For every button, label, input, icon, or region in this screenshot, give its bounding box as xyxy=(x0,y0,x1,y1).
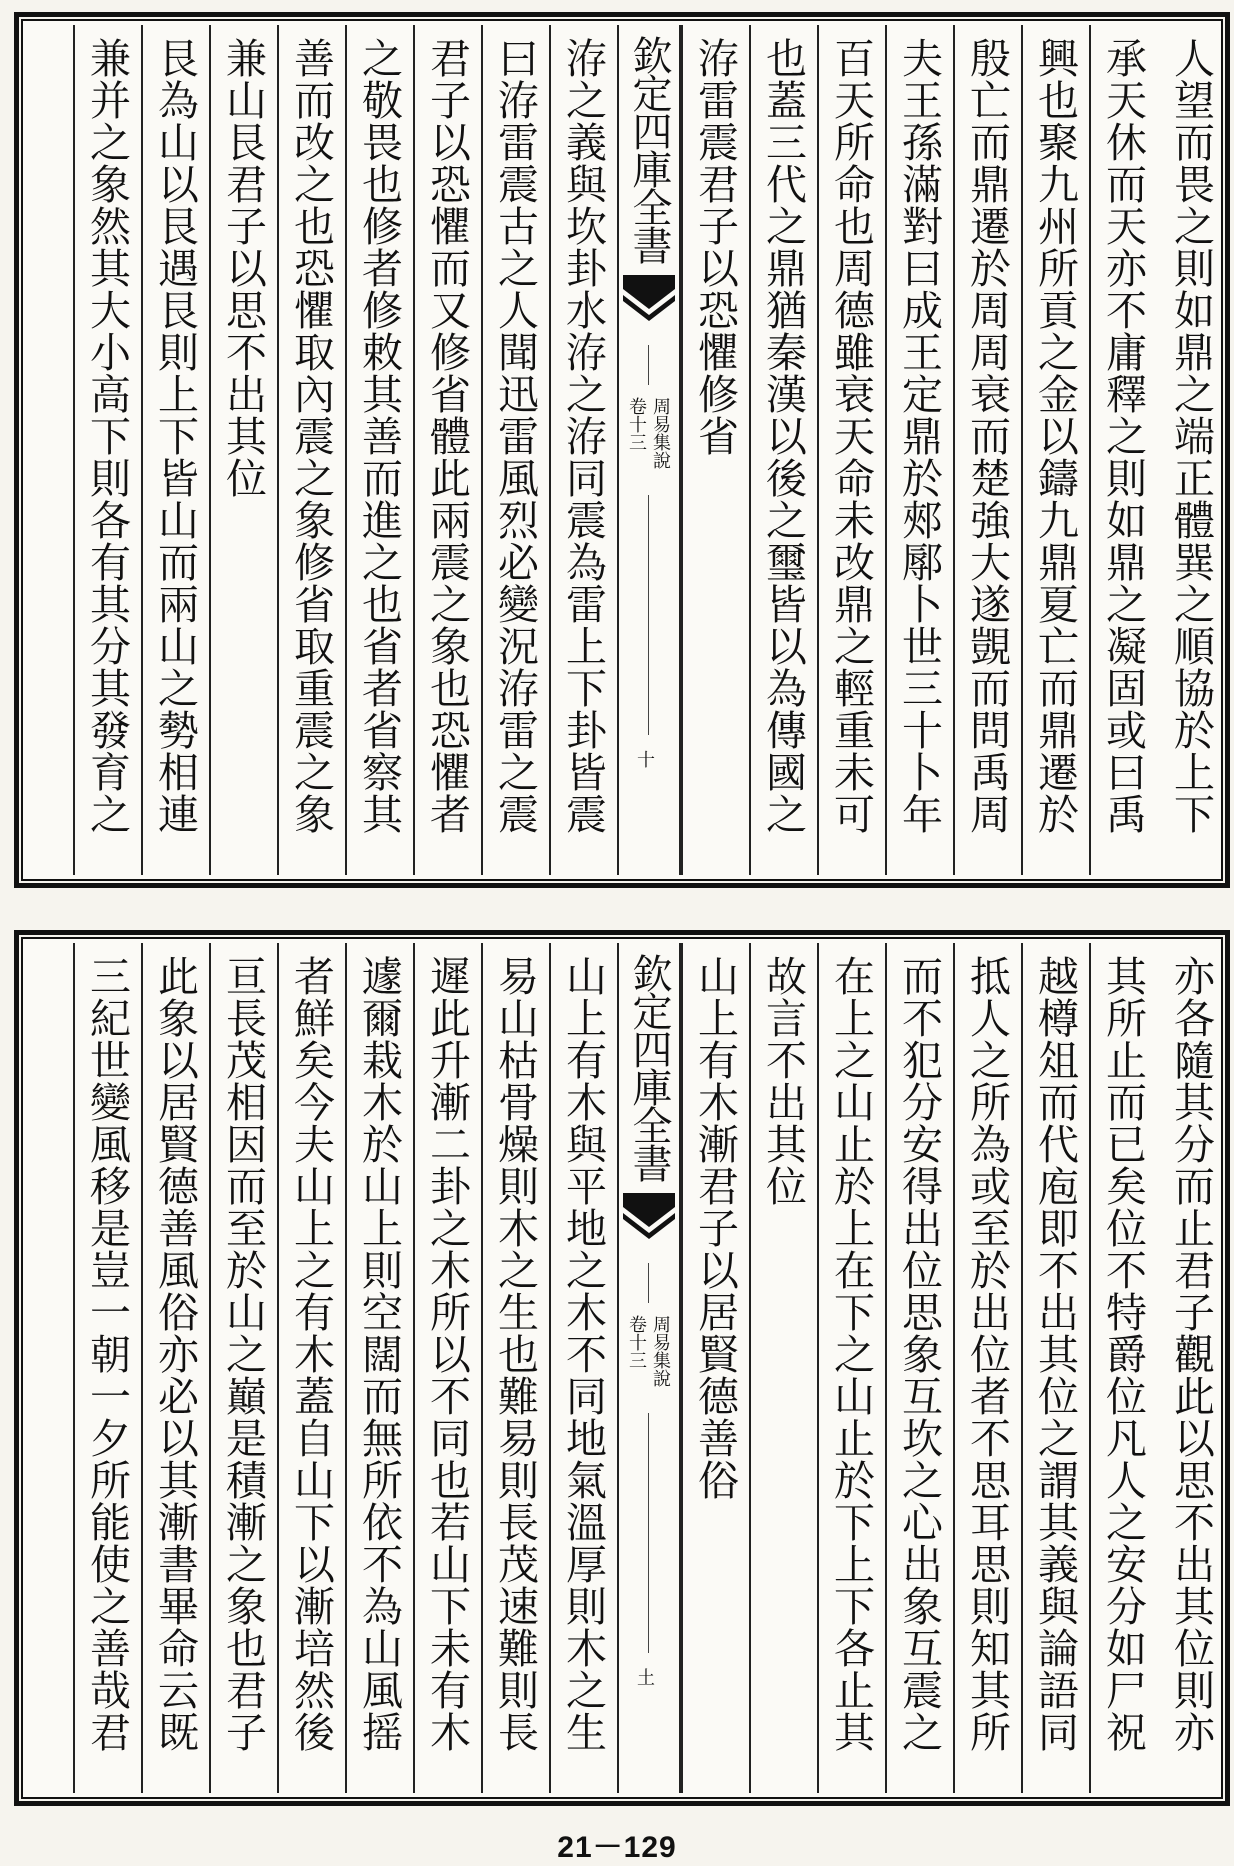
text-column: 兼并之象然其大小高下則各有其分其發育之 xyxy=(73,25,141,875)
heading-column: 洊雷震君子以恐懼修省 xyxy=(681,25,749,875)
text-column: 洊之義與坎卦水洊之洊同震為雷上下卦皆震 xyxy=(549,25,617,875)
collection-title: 欽定四庫全書 xyxy=(626,35,672,263)
text-column: 殷亡而鼎遷於周周衰而楚強大遂覬而問禹周 xyxy=(953,25,1021,875)
heading-column: 兼山艮君子以思不出其位 xyxy=(209,25,277,875)
page-number: 土 xyxy=(637,1668,655,1689)
book-title: 周易集說 xyxy=(650,397,671,469)
text-column: 者鮮矣今夫山上之有木蓋自山下以漸培然後 xyxy=(277,943,345,1793)
text-column: 在上之山止於上在下之山止於下上下各止其 xyxy=(817,943,885,1793)
collection-title: 欽定四庫全書 xyxy=(626,953,672,1181)
volume-label: 卷十三 xyxy=(626,1315,647,1369)
page-footer-number: 21－129 xyxy=(557,1831,677,1864)
center-gutter xyxy=(617,25,681,875)
text-column: 易山枯骨燥則木之生也難易則長茂速難則長 xyxy=(481,943,549,1793)
text-column: 艮為山以艮遇艮則上下皆山而兩山之勢相連 xyxy=(141,25,209,875)
text-column: 亘長茂相因而至於山之巔是積漸之象也君子 xyxy=(209,943,277,1793)
text-column: 百天所命也周德雖衰天命未改鼎之輕重未可 xyxy=(817,25,885,875)
text-column: 也蓋三代之鼎猶秦漢以後之璽皆以為傳國之 xyxy=(749,25,817,875)
text-column: 興也聚九州所貢之金以鑄九鼎夏亡而鼎遷於 xyxy=(1021,25,1089,875)
fish-tail-mark-icon xyxy=(621,1193,677,1253)
fish-tail-mark-icon xyxy=(621,275,677,335)
text-column: 故言不出其位 xyxy=(749,943,817,1793)
book-title: 周易集說 xyxy=(650,1315,671,1387)
lower-page-panel xyxy=(14,930,1230,1806)
gutter-rule xyxy=(648,1413,649,1653)
text-column: 夫王孫滿對曰成王定鼎於郟鄏卜世三十卜年 xyxy=(885,25,953,875)
gutter-rule xyxy=(648,345,649,385)
text-column: 其所止而已矣位不特爵位凡人之安分如尸祝 xyxy=(1089,943,1157,1793)
text-column: 君子以恐懼而又修省體此兩震之象也恐懼者 xyxy=(413,25,481,875)
text-column: 山上有木與平地之木不同地氣溫厚則木之生 xyxy=(549,943,617,1793)
page-number: 十 xyxy=(637,750,655,771)
text-column: 遲此升漸二卦之木所以不同也若山下未有木 xyxy=(413,943,481,1793)
gutter-rule xyxy=(648,1263,649,1303)
text-column: 越樽俎而代庖即不出其位之謂其義與論語同 xyxy=(1021,943,1089,1793)
text-column: 遽爾栽木於山上則空闊而無所依不為山風摇 xyxy=(345,943,413,1793)
text-column: 承天休而天亦不庸釋之則如鼎之凝固或曰禹 xyxy=(1089,25,1157,875)
text-column: 亦各隨其分而止君子觀此以思不出其位則亦 xyxy=(1167,955,1215,1753)
volume-label: 卷十三 xyxy=(626,397,647,451)
center-gutter xyxy=(617,943,681,1793)
text-column: 曰洊雷震古之人聞迅雷風烈必變況洊雷之震 xyxy=(481,25,549,875)
text-column: 之敬畏也修者修敕其善而進之也省者省察其 xyxy=(345,25,413,875)
text-column: 三紀世變風移是豈一朝一夕所能使之善哉君 xyxy=(73,943,141,1793)
text-column: 人望而畏之則如鼎之端正體巽之順協於上下 xyxy=(1167,37,1215,835)
gutter-rule xyxy=(648,495,649,735)
text-column: 抵人之所為或至於出位者不思耳思則知其所 xyxy=(953,943,1021,1793)
heading-column: 山上有木漸君子以居賢德善俗 xyxy=(681,943,749,1793)
text-column: 而不犯分安得出位思象互坎之心出象互震之 xyxy=(885,943,953,1793)
text-column: 善而改之也恐懼取內震之象修省取重震之象 xyxy=(277,25,345,875)
text-column: 此象以居賢德善風俗亦必以其漸書畢命云既 xyxy=(141,943,209,1793)
upper-page-panel xyxy=(14,12,1230,888)
